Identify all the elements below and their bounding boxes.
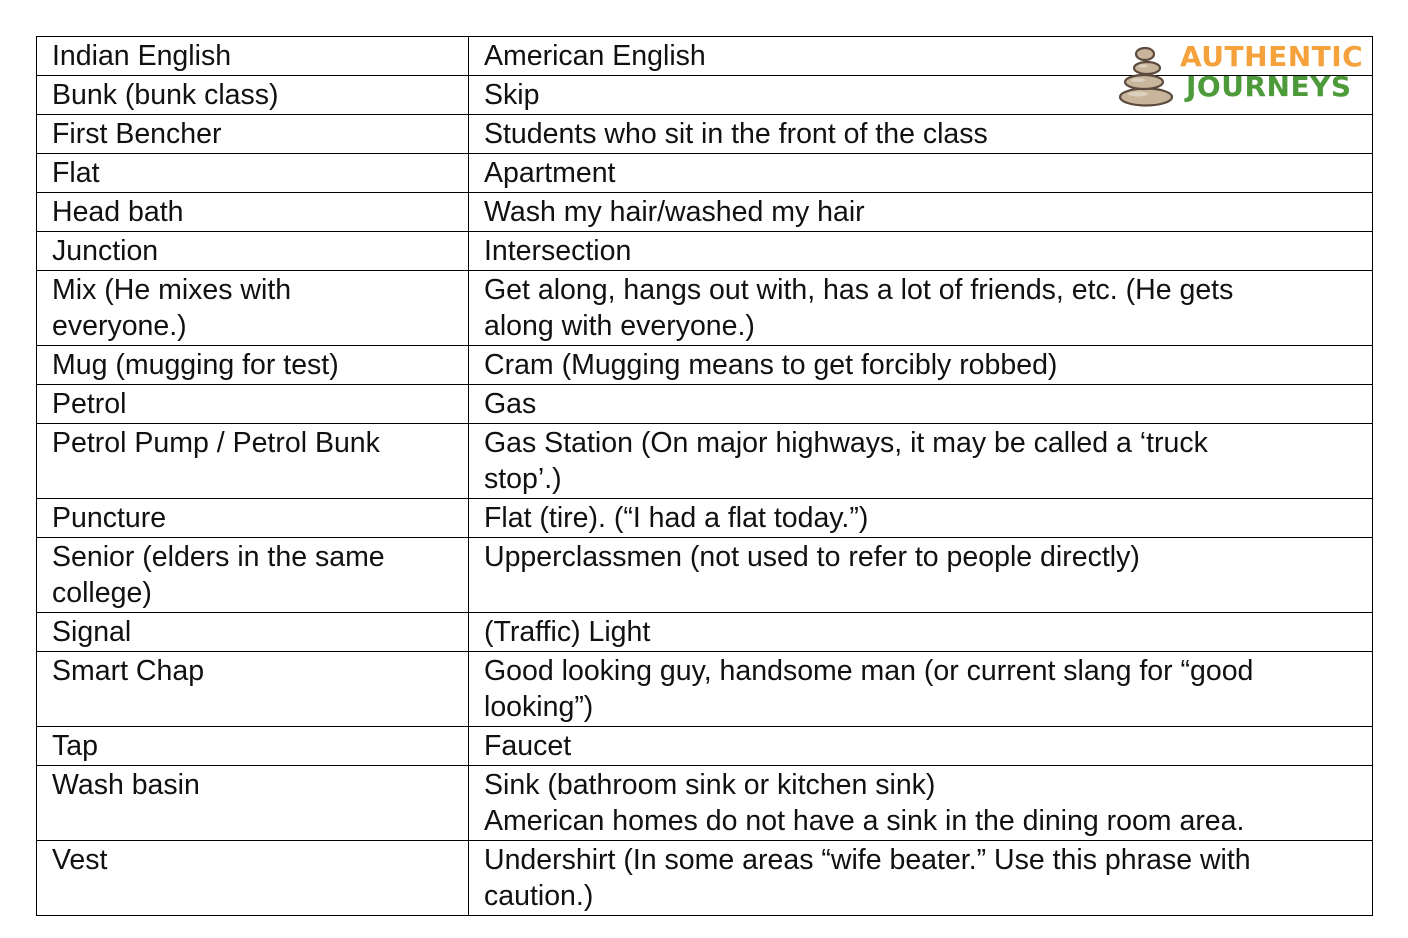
american-term: Students who sit in the front of the class: [469, 115, 1373, 154]
indian-term: Petrol Pump / Petrol Bunk: [37, 424, 469, 499]
american-term: Cram (Mugging means to get forcibly robbed): [469, 346, 1373, 385]
table-row: [37, 538, 1373, 613]
indian-term: Vest: [37, 841, 469, 916]
table-row: [37, 385, 1373, 424]
table-row: [37, 346, 1373, 385]
american-term: Upperclassmen (not used to refer to people directly): [469, 538, 1373, 613]
american-term: Apartment: [469, 154, 1373, 193]
american-term: (Traffic) Light: [469, 613, 1373, 652]
indian-term: Wash basin: [37, 766, 469, 841]
table-row: [37, 154, 1373, 193]
table-row: [37, 115, 1373, 154]
table-row: [37, 193, 1373, 232]
american-term: Skip: [469, 76, 1373, 115]
table-row: [37, 232, 1373, 271]
american-term: Sink (bathroom sink or kitchen sink) American homes do not have a sink in the dining room area.: [469, 766, 1373, 841]
american-term: Wash my hair/washed my hair: [469, 193, 1373, 232]
american-term: Flat (tire). (“I had a flat today.”): [469, 499, 1373, 538]
indian-term: Mug (mugging for test): [37, 346, 469, 385]
american-term: Intersection: [469, 232, 1373, 271]
indian-term: Puncture: [37, 499, 469, 538]
indian-term: First Bencher: [37, 115, 469, 154]
header-american-english: American English: [469, 37, 1373, 76]
indian-term: Head bath: [37, 193, 469, 232]
table-row: [37, 424, 1373, 499]
indian-term: Junction: [37, 232, 469, 271]
authentic-journeys-logo: [1116, 41, 1378, 107]
table-row: [37, 613, 1373, 652]
table-row: [37, 766, 1373, 841]
indian-term: Senior (elders in the same college): [37, 538, 469, 613]
logo-text-journeys: JOURNEYS: [1186, 70, 1352, 103]
table-row: [37, 499, 1373, 538]
vocabulary-table: [36, 36, 1373, 916]
table-row: [37, 727, 1373, 766]
american-term: Undershirt (In some areas “wife beater.” Use this phrase with caution.): [469, 841, 1373, 916]
indian-term: Tap: [37, 727, 469, 766]
table-row: [37, 652, 1373, 727]
american-term: Good looking guy, handsome man (or current slang for “good looking”): [469, 652, 1373, 727]
american-term: Faucet: [469, 727, 1373, 766]
indian-term: Bunk (bunk class): [37, 76, 469, 115]
table-row: [37, 841, 1373, 916]
indian-term: Smart Chap: [37, 652, 469, 727]
indian-term: Flat: [37, 154, 469, 193]
header-indian-english: Indian English: [37, 37, 469, 76]
indian-term: Signal: [37, 613, 469, 652]
stacked-stones-icon: [1116, 41, 1176, 107]
american-term: Gas: [469, 385, 1373, 424]
table-row: [37, 271, 1373, 346]
logo-text-authentic: AUTHENTIC: [1180, 40, 1364, 73]
american-term: Get along, hangs out with, has a lot of friends, etc. (He gets along with everyone.): [469, 271, 1373, 346]
indian-term: Petrol: [37, 385, 469, 424]
american-term: Gas Station (On major highways, it may be called a ‘truck stop’.): [469, 424, 1373, 499]
indian-term: Mix (He mixes with everyone.): [37, 271, 469, 346]
